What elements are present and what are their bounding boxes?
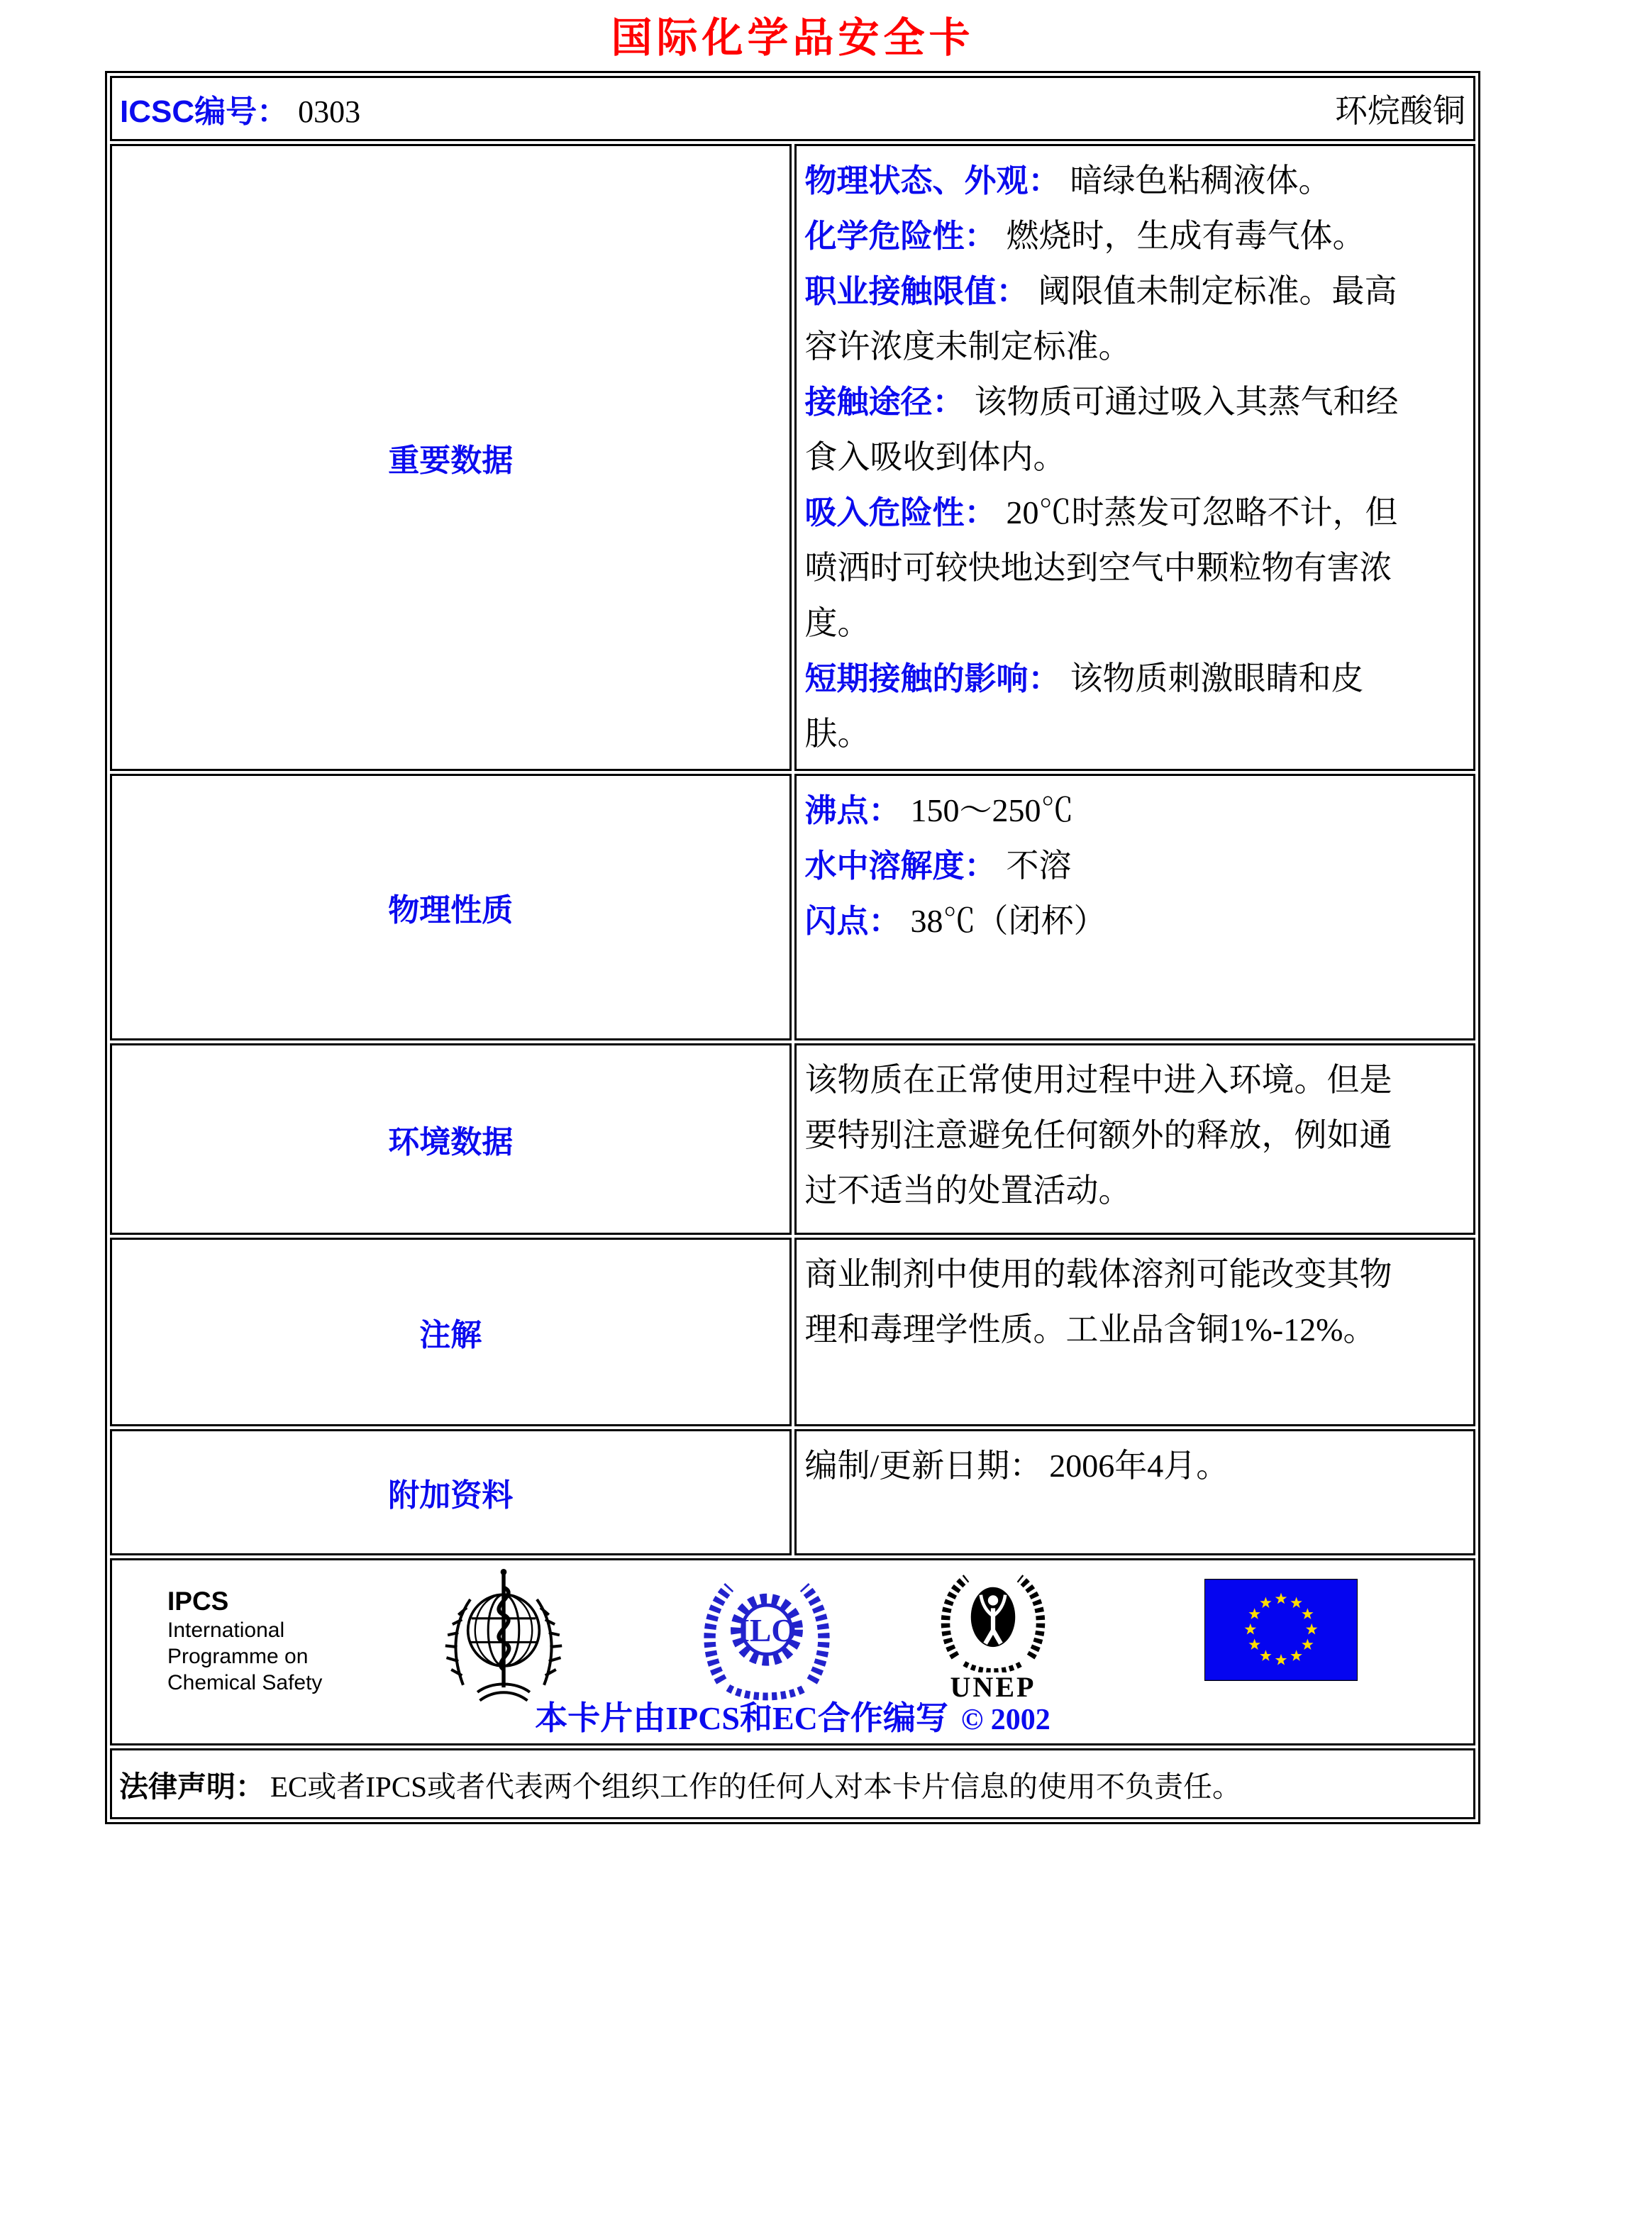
field-label: 吸入危险性： [804,494,997,531]
organizations-cell [110,1558,1475,1745]
header-cell [110,76,1475,141]
ipcs-text-block [167,1586,322,1696]
row-additional-information [110,1429,1475,1555]
field-label: 物理状态、外观： [804,162,1060,199]
field-line [805,894,1424,949]
ipcs-line: Programme on [167,1645,309,1668]
field-label: 接触途径： [804,384,965,420]
legal-cell [110,1748,1475,1819]
field-value: 不溶 [1006,848,1072,884]
row-organizations [110,1558,1475,1745]
field-label: 闪点： [804,903,901,939]
section-content-physical-properties [794,774,1476,1040]
row-important-data [110,144,1475,771]
icsc-number-value: 0303 [298,94,361,129]
field-label: 职业接触限值： [804,273,1029,309]
legal-text: EC或者IPCS或者代表两个组织工作的任何人对本卡片信息的使用不负责任。 [270,1770,1241,1803]
field-label: 短期接触的影响： [804,660,1060,696]
section-content-notes [794,1238,1476,1426]
section-content-important-data [794,144,1476,771]
field-value: 该物质可通过吸入其蒸气和经食入吸收到体内。 [804,384,1399,475]
ipcs-line: Chemical Safety [167,1671,323,1694]
ilo-logo-icon [702,1569,831,1704]
row-notes [110,1238,1475,1426]
field-line [805,838,1424,894]
field-line [805,1438,1424,1494]
ilo-letters: ILO [737,1612,797,1649]
legal-label: 法律声明： [119,1770,265,1803]
section-label-notes: 注解 [110,1238,792,1426]
page-title: 国际化学品安全卡 [611,15,975,61]
field-line [805,485,1424,651]
field-label: 化学危险性： [804,218,997,254]
section-label-physical-properties: 物理性质 [110,774,792,1040]
section-text: 商业制剂中使用的载体溶剂可能改变其物理和毒理学性质。工业品含铜1%-12%。 [804,1256,1392,1348]
safety-card-table [105,71,1480,1824]
field-value: 20℃时蒸发可忽略不计，但喷洒时可较快地达到空气中颗粒物有害浓度。 [804,494,1398,641]
footer-caption [112,1692,1473,1739]
field-line [805,153,1424,209]
section-content-environmental-data [794,1043,1476,1235]
field-value: 150～250℃ [910,792,1074,828]
field-label: 编制/更新日期： [804,1448,1043,1484]
field-value: 暗绿色粘稠液体。 [1070,162,1331,199]
copyright-text: © 2002 [960,1704,1050,1736]
section-content-additional-information [794,1429,1476,1555]
field-value: 38℃（闭杯） [910,903,1107,939]
field-line [805,374,1424,485]
ipcs-line: International [167,1619,285,1642]
icsc-number-label: ICSC编号： [120,94,289,129]
header-row [110,76,1475,141]
unep-logo-icon [936,1566,1050,1702]
field-line [805,783,1424,838]
chemical-name: 环烷酸铜 [1335,93,1465,129]
section-label-additional-information: 附加资料 [110,1429,792,1555]
row-physical-properties [110,774,1475,1040]
row-environmental-data [110,1043,1475,1235]
field-value: 该物质刺激眼睛和皮肤。 [804,660,1364,752]
field-value: 2006年4月。 [1049,1448,1229,1484]
section-label-environmental-data: 环境数据 [110,1043,792,1235]
field-line [805,264,1424,374]
ipcs-acronym: IPCS [167,1587,229,1616]
field-line [805,651,1424,762]
field-label: 沸点： [804,792,901,828]
eu-flag-icon [1204,1579,1358,1684]
field-label: 水中溶解度： [804,848,997,884]
unep-letters: UNEP [950,1671,1036,1703]
section-label-important-data: 重要数据 [110,144,792,771]
field-value: 阈限值未制定标准。最高容许浓度未制定标准。 [804,273,1397,365]
caption-text: 本卡片由IPCS和EC合作编写 [535,1700,948,1736]
field-line [805,209,1424,264]
icsc-number-group [120,86,360,131]
section-text: 该物质在正常使用过程中进入环境。但是要特别注意避免任何额外的释放，例如通过不适当的处置活动。 [804,1062,1392,1209]
row-legal [110,1748,1475,1819]
field-value: 燃烧时，生成有毒气体。 [1006,218,1365,254]
